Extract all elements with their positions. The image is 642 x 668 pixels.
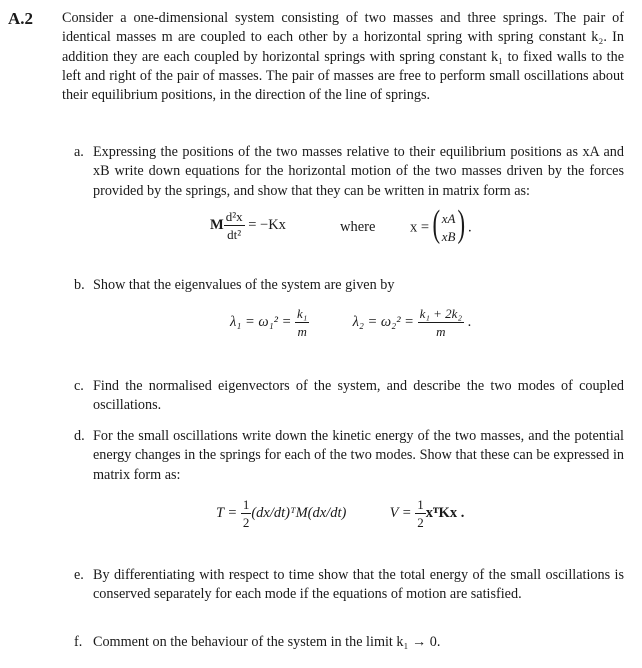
equation-a-end: . <box>468 219 472 236</box>
question-number: A.2 <box>8 9 34 28</box>
equation-d-t-lhs: T = <box>216 504 238 521</box>
part-d <box>74 427 624 485</box>
equation-a-matrix-m: M <box>210 216 224 233</box>
equation-b-l1-den: m <box>297 324 307 339</box>
equation-b-l2-den: m <box>436 324 446 339</box>
equation-a-deriv-num: d²x <box>225 209 243 224</box>
equation-d-v-rhs: xᵀKx . <box>425 504 465 521</box>
equation-a-vector: ( xA xB ) <box>432 203 465 245</box>
equation-a <box>210 210 286 241</box>
part-b <box>74 276 624 295</box>
equation-b-lambda1: λ₁ = ω₁² = <box>230 313 292 330</box>
part-f <box>74 633 624 652</box>
part-e-text: By differentiating with respect to time show that the total energy of the small oscillations is conserved separately for each mode if the equations of motion are satisfied. <box>93 567 624 603</box>
equation-a-rhs: = −Kx <box>248 216 286 233</box>
part-f-letter: f. <box>74 634 83 650</box>
equation-a-derivative <box>224 210 245 241</box>
equation-b-frac2 <box>418 307 464 338</box>
equation-d-t-half: $\frac{1}{2}$ <box>242 497 250 530</box>
equation-b-lambda2: λ₂ = ω₂² = <box>352 313 414 330</box>
equation-a-where: where <box>340 219 376 235</box>
part-d-letter: d. <box>74 428 85 444</box>
equation-a-deriv-den: dt² <box>227 227 242 242</box>
equation-b-l2-num: k₁ + 2k₂ <box>419 306 462 321</box>
vector-xb: xB <box>441 229 456 244</box>
equation-d-t-rhs: (dx/dt)ᵀM(dx/dt) <box>251 504 347 521</box>
part-d-text: For the small oscillations write down the kinetic energy of the two masses, and the potential energy changes in the springs for each of the two modes. Show that these can be expressed in matrix form as: <box>93 428 624 483</box>
part-a-text: Expressing the positions of the two masses relative to their equilibrium positions as xA and xB write down equations for the horizontal motion of the two masses driven by the forces provided by the springs, and show that they can be written in matrix form as: <box>93 144 624 199</box>
part-f-text: Comment on the behaviour of the system in the limit k₁ → 0. <box>93 634 441 650</box>
equation-b-end: . <box>467 313 472 330</box>
part-e <box>74 566 624 605</box>
part-c <box>74 377 624 416</box>
equation-a-x-label: x = <box>410 219 430 236</box>
vector-xa: xA <box>441 211 456 226</box>
equation-b-frac1 <box>295 307 309 338</box>
equation-d-v-half: $\frac{1}{2}$ <box>417 497 424 530</box>
part-a <box>74 143 624 201</box>
part-b-text: Show that the eigenvalues of the system are given by <box>93 277 395 293</box>
equation-d-v-lhs: V = <box>389 504 412 521</box>
equation-d <box>216 498 464 529</box>
question-intro: Consider a one-dimensional system consisting of two masses and three springs. The pair of identical masses m are coupled to each other by a horizontal spring with spring constant k₂. In addition they are each coupled by horizontal springs with spring constant k₁ to fixed walls to the left and right of the pair of masses. The pair of masses are free to perform small oscillations about their equilibrium positions, in the direction of the line of springs. <box>62 10 624 104</box>
part-c-letter: c. <box>74 378 84 394</box>
part-e-letter: e. <box>74 567 84 583</box>
equation-b-l1-num: k₁ <box>297 306 308 321</box>
part-a-letter: a. <box>74 144 84 160</box>
equation-a-x-definition <box>410 203 472 246</box>
part-b-letter: b. <box>74 277 85 293</box>
part-c-text: Find the normalised eigenvectors of the system, and describe the two modes of coupled oscillations. <box>93 378 624 414</box>
equation-b <box>230 307 471 338</box>
